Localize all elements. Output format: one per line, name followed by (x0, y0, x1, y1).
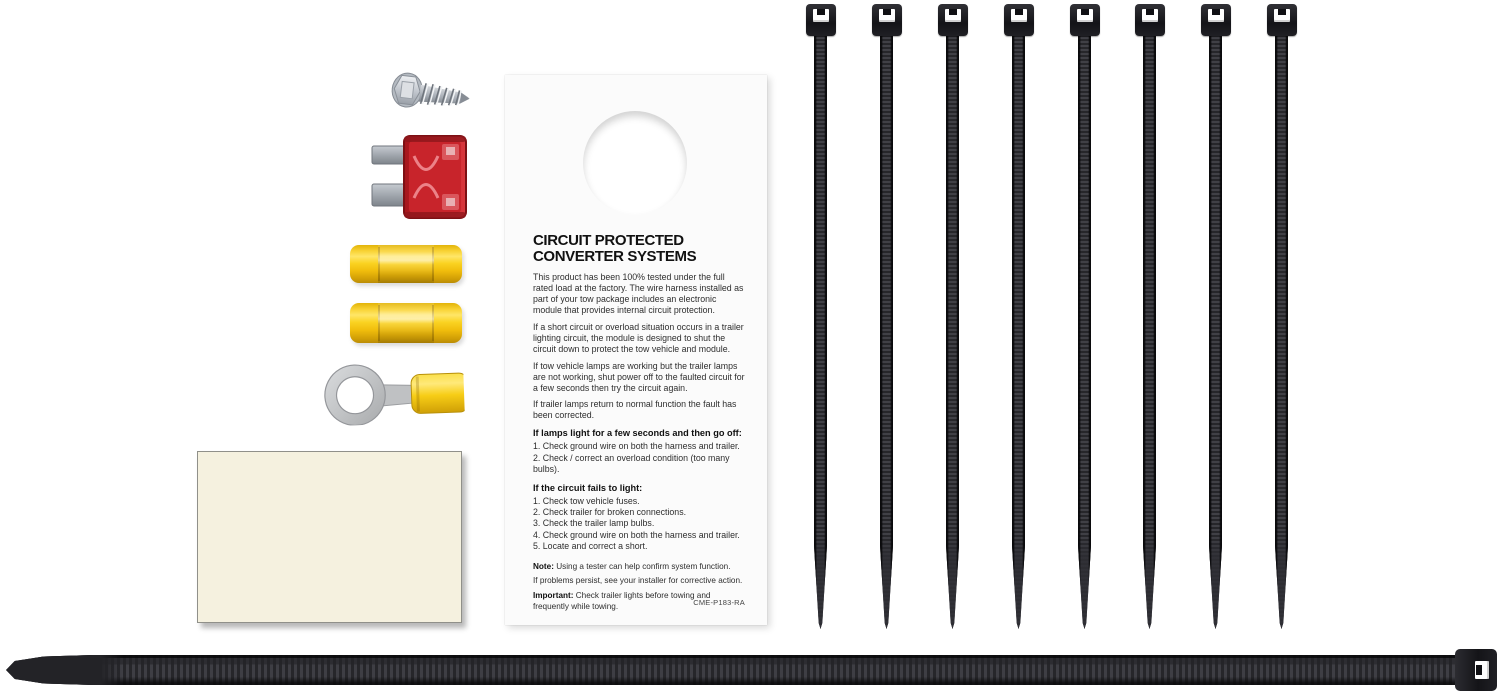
cable-tie-head (1201, 4, 1231, 36)
cable-tie-7 (1200, 4, 1232, 629)
adhesive-pad (197, 451, 462, 623)
section-heading-fails: If the circuit fails to light: (533, 482, 643, 493)
cable-tie-5 (1069, 4, 1101, 629)
cable-tie-strap (1275, 33, 1288, 629)
card-title: CIRCUIT PROTECTED CONVERTER SYSTEMS (533, 232, 697, 266)
cable-tie-head (1135, 4, 1165, 36)
cable-tie-strap (1209, 33, 1222, 629)
cable-tie-4 (1003, 4, 1035, 629)
list-item: 2. Check trailer for broken connections. (533, 506, 687, 517)
list-item: 1. Check ground wire on both the harness and trailer. (533, 441, 740, 452)
cable-tie-head (938, 4, 968, 36)
cable-tie-1 (805, 4, 837, 629)
cable-tie-strap (1143, 33, 1156, 629)
cable-tie-2 (871, 4, 903, 629)
cable-tie-strap (1078, 33, 1091, 629)
connector-sleeve (378, 303, 434, 343)
long-cable-tie (6, 648, 1497, 692)
go-off-list (533, 441, 745, 475)
cable-tie-head (1070, 4, 1100, 36)
card-paragraph: This product has been 100% tested under the full rated load at the factory. The wire harness installed as part of your tow package includes an electronic module that provides internal circuit protection. (533, 272, 744, 316)
cable-tie-strap (814, 33, 827, 629)
cable-tie-head (872, 4, 902, 36)
cable-tie-strap (946, 33, 959, 629)
cable-tie-8 (1266, 4, 1298, 629)
cable-tie-head (806, 4, 836, 36)
fails-list (533, 496, 745, 553)
ring-terminal (317, 359, 465, 426)
card-text (533, 233, 745, 616)
instruction-hang-tag (505, 75, 767, 625)
long-cable-tie-strap (6, 655, 1458, 685)
important-line: Important: Check trailer lights before towing and frequently while towing. (533, 590, 711, 611)
fuse-shape (372, 136, 466, 218)
cable-tie-head (1004, 4, 1034, 36)
connector-sleeve (378, 245, 434, 283)
cable-tie-head (1267, 4, 1297, 36)
list-item: 3. Check the trailer lamp bulbs. (533, 518, 655, 529)
blade-fuse (368, 134, 468, 222)
note-line: Note: Using a tester can help confirm system function. (533, 561, 731, 571)
cable-tie-strap (1012, 33, 1025, 629)
list-item: 4. Check ground wire on both the harness and trailer. (533, 529, 740, 540)
ring-terminal-shape (324, 361, 465, 426)
screw-shape (390, 71, 472, 114)
hex-screw (388, 59, 474, 126)
list-item: 5. Locate and correct a short. (533, 541, 648, 552)
cable-tie-strap (880, 33, 893, 629)
long-cable-tie-head (1455, 649, 1497, 691)
cable-tie-6 (1134, 4, 1166, 629)
cable-tie-3 (937, 4, 969, 629)
butt-connector-1 (350, 245, 462, 283)
list-item: 2. Check / correct an overload condition (too many bulbs). (533, 452, 730, 475)
card-paragraph: If trailer lamps return to normal function the fault has been corrected. (533, 399, 737, 421)
list-item: 1. Check tow vehicle fuses. (533, 495, 640, 506)
part-number: CME-P183-RA (693, 598, 745, 607)
persist-line: If problems persist, see your installer for corrective action. (533, 576, 743, 586)
butt-connector-2 (350, 303, 462, 343)
card-paragraph: If a short circuit or overload situation occurs in a trailer lighting circuit, the module is designed to shut the circuit down to protect the tow vehicle and module. (533, 322, 744, 354)
hanger-hole (583, 111, 687, 215)
section-heading-go-off: If lamps light for a few seconds and then go off: (533, 428, 742, 439)
card-paragraph: If tow vehicle lamps are working but the trailer lamps are not working, shut power off to the faulted circuit for a few seconds then try the circuit again. (533, 360, 745, 393)
